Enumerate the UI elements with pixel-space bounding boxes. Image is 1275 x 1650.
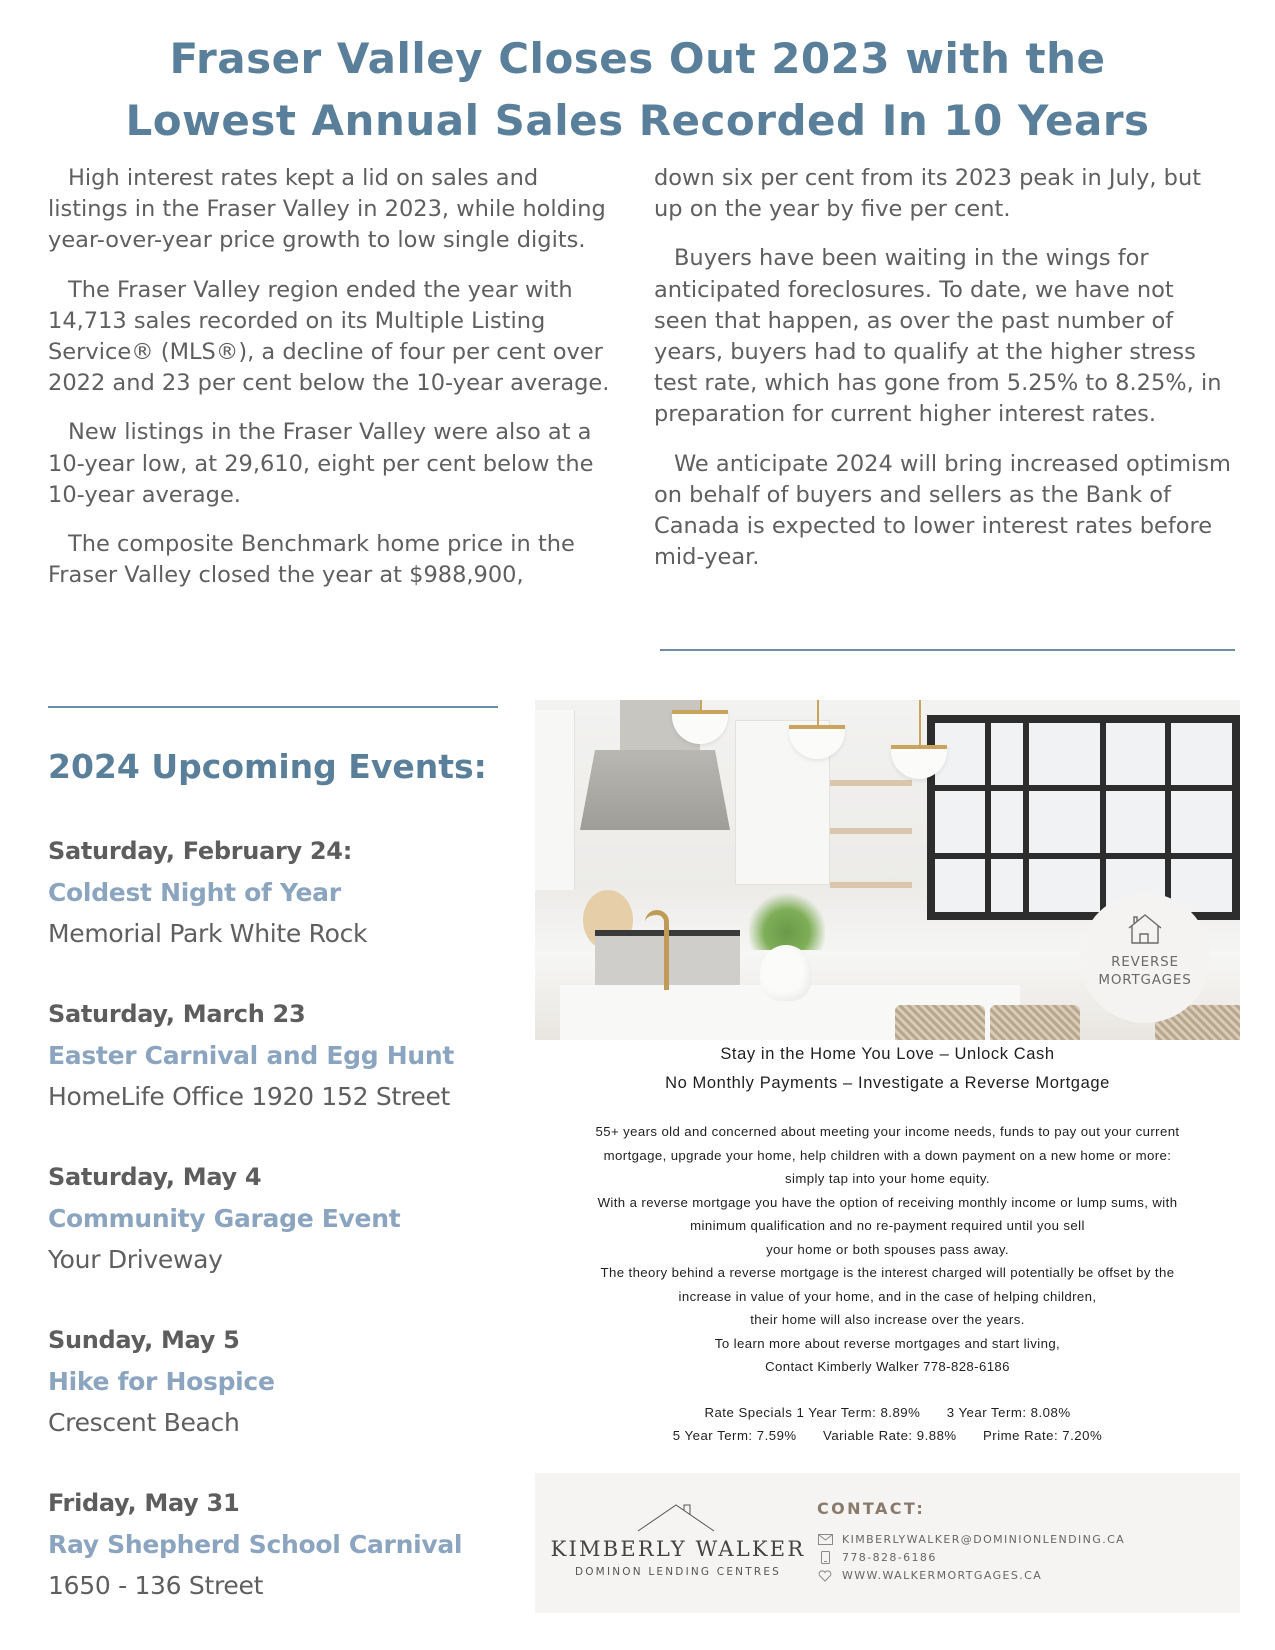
event-place: 1650 - 136 Street <box>48 1571 264 1600</box>
event-name: Community Garage Event <box>48 1204 401 1233</box>
event-item <box>48 993 518 1156</box>
ad-body-line: To learn more about reverse mortgages and start living, <box>714 1335 1061 1351</box>
event-item <box>48 1482 518 1645</box>
contact-phone-text: 778-828-6186 <box>842 1551 937 1564</box>
house-icon <box>1127 913 1163 945</box>
ad-tagline-2: No Monthly Payments – Investigate a Reverse Mortgage <box>665 1074 1110 1092</box>
rate-prime: Prime Rate: 7.20% <box>983 1428 1103 1443</box>
event-date: Friday, May 31 <box>48 1489 240 1517</box>
contact-phone[interactable] <box>817 1551 937 1564</box>
event-name: Easter Carnival and Egg Hunt <box>48 1041 455 1070</box>
event-date: Saturday, February 24: <box>48 837 352 865</box>
article-paragraph: High interest rates kept a lid on sales and listings in the Fraser Valley in 2023, while holding year-over-year price growth to low single digits. <box>48 165 606 254</box>
photo-shelf <box>830 882 912 888</box>
rate-variable: Variable Rate: 9.88% <box>823 1428 957 1443</box>
event-name: Coldest Night of Year <box>48 878 341 907</box>
roof-logo-icon <box>636 1501 716 1533</box>
event-place: Memorial Park White Rock <box>48 919 368 948</box>
article-paragraph: The Fraser Valley region ended the year with 14,713 sales recorded on its Multiple Listing Service® (MLS®), a decline of four per cent over 2022 and 23 per cent below the 10-year average. <box>48 276 610 397</box>
ad-body-line: The theory behind a reverse mortgage is the interest charged will potentially be offset by the <box>600 1265 1175 1280</box>
events-title: 2024 Upcoming Events: <box>48 747 487 786</box>
contact-email-text: KIMBERLYWALKER@DOMINIONLENDING.CA <box>842 1533 1126 1546</box>
event-name: Hike for Hospice <box>48 1367 275 1396</box>
event-item <box>48 1319 518 1482</box>
photo-stool <box>895 1005 985 1040</box>
ad-body <box>535 1120 1240 1379</box>
event-place: Your Driveway <box>48 1245 223 1274</box>
heart-icon <box>817 1569 833 1582</box>
contact-email[interactable] <box>817 1533 1125 1546</box>
rate-specials-label: Rate Specials <box>704 1404 793 1420</box>
ad-body-line: their home will also increase over the years. <box>750 1312 1025 1327</box>
photo-stool <box>990 1005 1080 1040</box>
ad-body-line: With a reverse mortgage you have the option of receiving monthly income or lump sums, with <box>597 1194 1178 1210</box>
badge-line-2: MORTGAGES <box>1098 972 1192 988</box>
event-date: Saturday, March 23 <box>48 1000 306 1028</box>
event-item <box>48 830 518 993</box>
event-place: Crescent Beach <box>48 1408 240 1437</box>
events-list <box>48 830 518 1645</box>
divider-right <box>660 649 1235 651</box>
photo-faucet <box>645 910 669 990</box>
headline-line-2: Lowest Annual Sales Recorded In 10 Years <box>125 96 1150 145</box>
photo-plant <box>749 890 825 950</box>
badge-line-1: REVERSE <box>1111 954 1179 970</box>
photo-shelf <box>830 828 912 834</box>
contact-website[interactable] <box>817 1569 1042 1582</box>
envelope-icon <box>817 1533 833 1546</box>
article-right-column <box>654 163 1234 591</box>
photo-cabinet <box>535 710 575 890</box>
ad-body-line: Contact Kimberly Walker 778-828-6186 <box>765 1359 1010 1374</box>
article-paragraph: New listings in the Fraser Valley were also at a 10-year low, at 29,610, eight per cent below the 10-year average. <box>48 419 594 508</box>
ad-tagline-1: Stay in the Home You Love – Unlock Cash <box>720 1045 1055 1063</box>
page-headline <box>0 28 1275 152</box>
event-date: Saturday, May 4 <box>48 1163 262 1191</box>
contact-title: CONTACT: <box>817 1499 926 1518</box>
photo-vase <box>760 945 812 1001</box>
article-paragraph: The composite Benchmark home price in the Fraser Valley closed the year at $988,900, <box>48 531 575 589</box>
photo-shelf <box>830 780 912 786</box>
photo-range-hood <box>580 750 730 830</box>
reverse-mortgages-badge <box>1080 893 1210 1023</box>
event-date: Sunday, May 5 <box>48 1326 240 1354</box>
agent-name: KIMBERLY WALKER <box>550 1537 806 1561</box>
article-left-column <box>48 163 618 609</box>
reverse-mortgage-ad <box>535 1040 1240 1448</box>
ad-body-line: increase in value of your home, and in the case of helping children, <box>678 1288 1097 1304</box>
photo-window <box>927 715 1240 920</box>
ad-body-line: mortgage, upgrade your home, help children with a down payment on a new home or more: <box>603 1147 1172 1163</box>
ad-body-line: your home or both spouses pass away. <box>766 1241 1009 1257</box>
divider-left <box>48 706 498 708</box>
contact-card <box>535 1473 1240 1613</box>
rate-5-year: 5 Year Term: 7.59% <box>672 1428 797 1443</box>
ad-body-line: 55+ years old and concerned about meeting your income needs, funds to pay out your current <box>595 1124 1180 1139</box>
article-paragraph: We anticipate 2024 will bring increased optimism on behalf of buyers and sellers as the Bank of Canada is expected to lower interest rates before mid-year. <box>654 450 1231 571</box>
article-paragraph: Buyers have been waiting in the wings for anticipated foreclosures. To date, we have not seen that happen, as over the past number of years, buyers had to qualify at the higher stress test rate, which has gone from 5.25% to 8.25%, in preparation for current higher interest rates. <box>654 245 1222 428</box>
ad-body-line: minimum qualification and no re-payment required until you sell <box>690 1218 1085 1233</box>
event-item <box>48 1156 518 1319</box>
agent-company: DOMINON LENDING CENTRES <box>574 1566 782 1578</box>
rate-1-year: 1 Year Term: 8.89% <box>796 1404 921 1420</box>
rate-3-year: 3 Year Term: 8.08% <box>946 1404 1071 1420</box>
headline-line-1: Fraser Valley Closes Out 2023 with the <box>169 34 1106 83</box>
rate-specials <box>535 1401 1240 1448</box>
ad-body-line: simply tap into your home equity. <box>785 1171 990 1186</box>
contact-website-text: WWW.WALKERMORTGAGES.CA <box>842 1569 1043 1582</box>
article-paragraph: down six per cent from its 2023 peak in July, but up on the year by five per cent. <box>654 165 1202 223</box>
event-place: HomeLife Office 1920 152 Street <box>48 1082 451 1111</box>
event-name: Ray Shepherd School Carnival <box>48 1530 463 1559</box>
phone-icon <box>817 1551 833 1564</box>
